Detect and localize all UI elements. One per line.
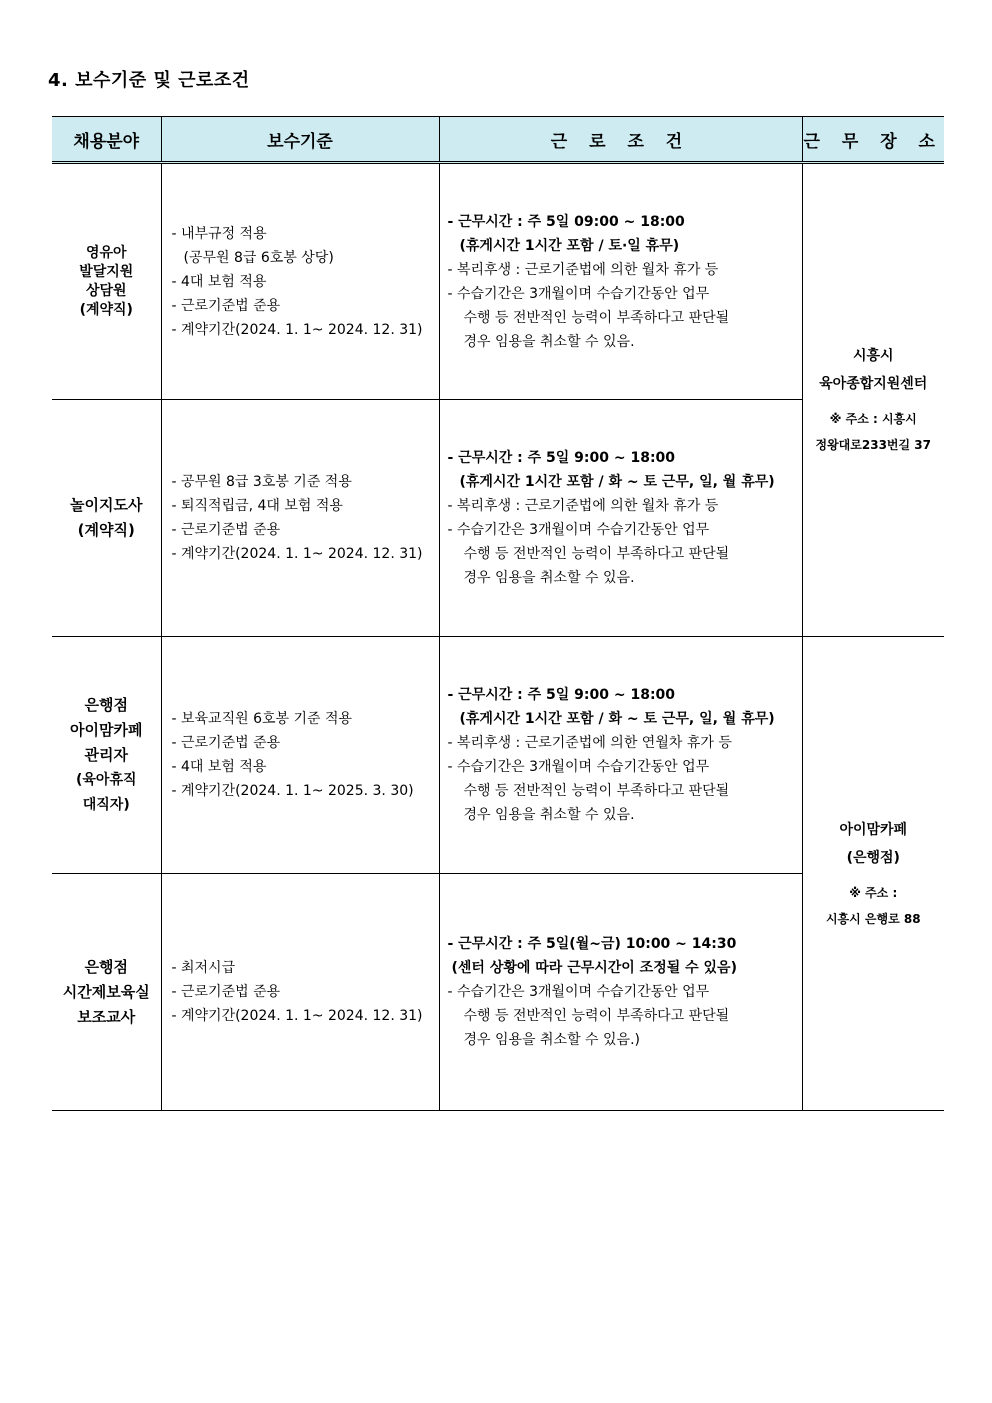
condition-line: (센터 상황에 따라 근무시간이 조정될 수 있음): [451, 960, 737, 976]
condition-line: - 근무시간 : 주 5일 9:00 ~ 18:00: [447, 687, 676, 703]
table-header-row: [52, 117, 944, 163]
condition-line: 경우 임용을 취소할 수 있음.: [463, 333, 635, 350]
table-row: [52, 163, 944, 400]
condition-line: 경우 임용을 취소할 수 있음.: [463, 570, 635, 586]
pay-cell: [161, 874, 439, 1111]
pay-line: - 퇴직적립금, 4대 보험 적용: [171, 498, 343, 514]
condition-line: 경우 임용을 취소할 수 있음.): [463, 1032, 640, 1048]
condition-line: 경우 임용을 취소할 수 있음.: [463, 807, 635, 823]
place-address: ※ 주소 : 시흥시: [829, 412, 917, 426]
pay-line: - 근로기준법 준용: [171, 735, 281, 751]
condition-line: 수행 등 전반적인 능력이 부족하다고 판단될: [463, 309, 730, 326]
category-line: (계약직): [79, 301, 133, 318]
conditions-cell: [439, 874, 802, 1111]
condition-line: 수행 등 전반적인 능력이 부족하다고 판단될: [463, 783, 730, 799]
pay-line: - 공무원 8급 3호봉 기준 적용: [171, 474, 352, 490]
conditions-cell: [439, 400, 802, 637]
condition-line: - 수습기간은 3개월이며 수습기간동안 업무: [447, 759, 710, 775]
pay-line: - 계약기간(2024. 1. 1~ 2024. 12. 31): [171, 321, 423, 338]
place-address: 정왕대로233번길 37: [815, 438, 931, 452]
pay-cell: [161, 400, 439, 637]
category-cell: [52, 400, 161, 637]
place-address: 시흥시 은행로 88: [825, 911, 921, 926]
section-title: 4. 보수기준 및 근로조건: [48, 70, 250, 91]
category-line: (육아휴직: [76, 771, 137, 788]
category-line: 대직자): [82, 796, 130, 813]
category-line: 아이맘카페: [70, 720, 143, 739]
table-row: [52, 637, 944, 874]
condition-line: (휴게시간 1시간 포함 / 화 ~ 토 근무, 일, 월 휴무): [459, 474, 775, 490]
category-line: 상담원: [85, 282, 127, 299]
place-name: 아이맘카페: [839, 821, 908, 838]
conditions-cell: [439, 637, 802, 874]
pay-line: - 계약기간(2024. 1. 1~ 2024. 12. 31): [171, 546, 423, 562]
category-line: (계약직): [77, 521, 135, 539]
condition-line: - 수습기간은 3개월이며 수습기간동안 업무: [447, 522, 710, 538]
category-line: 관리자: [84, 745, 128, 764]
condition-line: - 복리후생 : 근로기준법에 의한 월차 휴가 등: [447, 498, 719, 514]
category-line: 영유아: [85, 244, 127, 261]
place-name: (은행점): [846, 849, 900, 866]
recruitment-table: [52, 116, 944, 1111]
place-cell: [802, 163, 944, 637]
header-place: 근 무 장 소: [802, 117, 944, 163]
place-name: 육아종합지원센터: [819, 376, 928, 392]
pay-line: - 4대 보험 적용: [171, 759, 267, 775]
header-pay: 보수기준: [161, 117, 439, 163]
condition-line: - 근무시간 : 주 5일(월~금) 10:00 ~ 14:30: [447, 936, 737, 952]
pay-line: - 근로기준법 준용: [171, 297, 281, 314]
condition-line: - 수습기간은 3개월이며 수습기간동안 업무: [447, 984, 710, 1000]
pay-cell: [161, 163, 439, 400]
place-address: ※ 주소 :: [849, 885, 898, 900]
pay-line: - 근로기준법 준용: [171, 522, 281, 538]
pay-line: (공무원 8급 6호봉 상당): [183, 249, 334, 266]
condition-line: (휴게시간 1시간 포함 / 토·일 휴무): [459, 237, 680, 254]
conditions-cell: [439, 163, 802, 400]
pay-line: - 계약기간(2024. 1. 1~ 2024. 12. 31): [171, 1008, 423, 1024]
condition-line: 수행 등 전반적인 능력이 부족하다고 판단될: [463, 1008, 730, 1024]
category-cell: [52, 874, 161, 1111]
pay-line: - 내부규정 적용: [171, 225, 267, 242]
header-conditions: 근 로 조 건: [439, 117, 802, 163]
place-cell: [802, 637, 944, 1111]
category-line: 놀이지도사: [70, 496, 143, 514]
pay-cell: [161, 637, 439, 874]
condition-line: 수행 등 전반적인 능력이 부족하다고 판단될: [463, 546, 730, 562]
category-line: 은행점: [84, 957, 128, 976]
header-category: 채용분야: [52, 117, 161, 163]
pay-line: - 보육교직원 6호봉 기준 적용: [171, 711, 353, 727]
place-name: 시흥시: [852, 348, 894, 364]
pay-line: - 계약기간(2024. 1. 1~ 2025. 3. 30): [171, 783, 414, 799]
category-line: 보조교사: [77, 1007, 136, 1026]
condition-line: (휴게시간 1시간 포함 / 화 ~ 토 근무, 일, 월 휴무): [459, 711, 775, 727]
condition-line: - 복리후생 : 근로기준법에 의한 월차 휴가 등: [447, 261, 719, 278]
condition-line: - 근무시간 : 주 5일 09:00 ~ 18:00: [447, 213, 685, 230]
pay-line: - 4대 보험 적용: [171, 273, 267, 290]
category-cell: [52, 637, 161, 874]
condition-line: - 수습기간은 3개월이며 수습기간동안 업무: [447, 285, 710, 302]
category-line: 발달지원: [79, 263, 134, 280]
category-cell: [52, 163, 161, 400]
condition-line: - 복리후생 : 근로기준법에 의한 연월차 휴가 등: [447, 735, 732, 751]
condition-line: - 근무시간 : 주 5일 9:00 ~ 18:00: [447, 450, 676, 466]
category-line: 은행점: [84, 695, 128, 714]
pay-line: - 근로기준법 준용: [171, 984, 281, 1000]
category-line: 시간제보육실: [62, 982, 150, 1001]
pay-line: - 최저시급: [171, 960, 236, 976]
